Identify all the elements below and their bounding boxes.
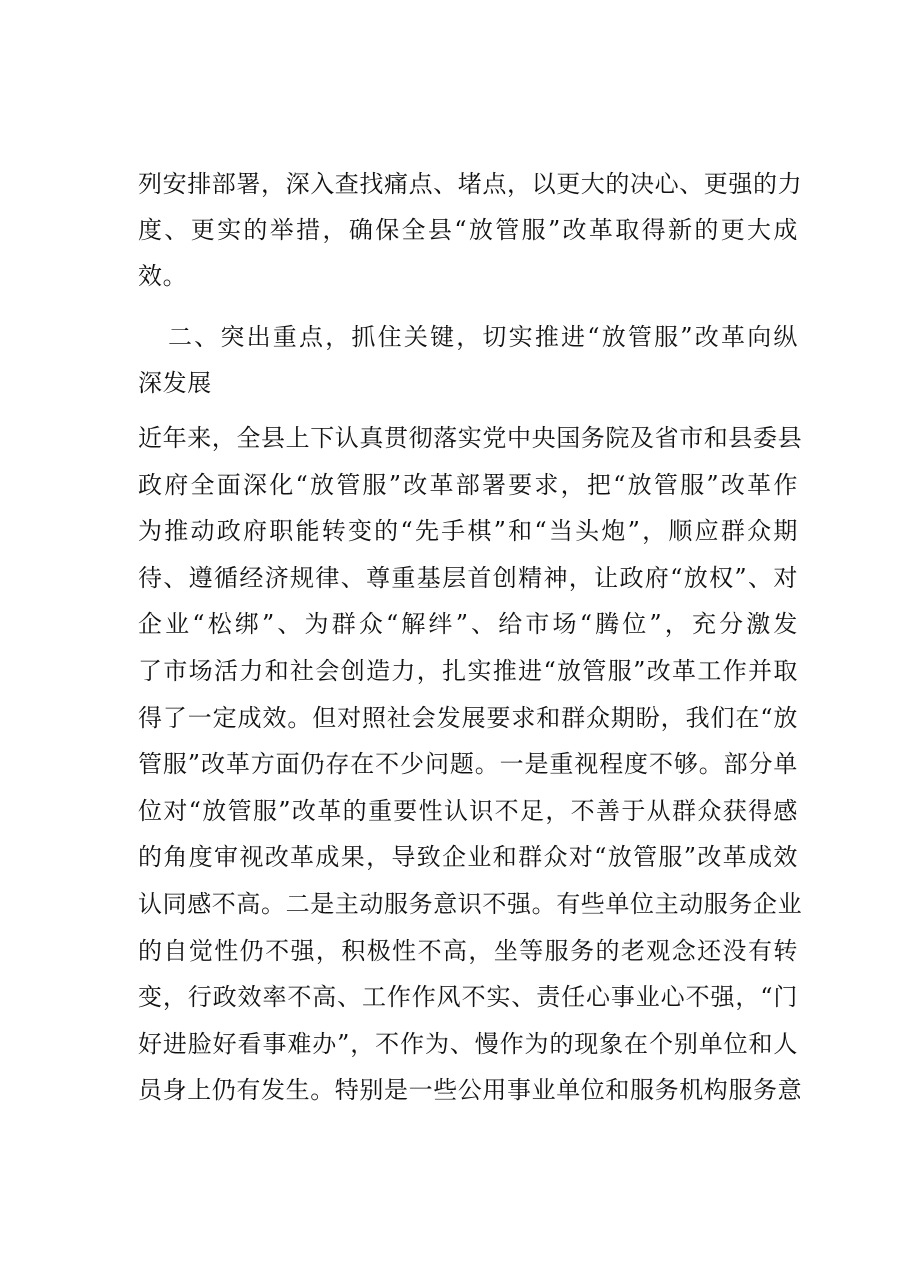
- paragraph-continuation: [138, 161, 803, 299]
- text-line: 近年来，全县上下认真贯彻落实党中央国务院及省市和县委县: [138, 424, 803, 452]
- text-line: 好进脸好看事难办”，不作为、慢作为的现象在个别单位和人: [138, 1029, 798, 1058]
- heading-line: 深发展: [138, 369, 212, 397]
- text-line: 位对“放管服”改革的重要性认识不足，不善于从群众获得感: [138, 796, 798, 825]
- text-line: 了市场活力和社会创造力，扎实推进“放管服”改革工作并取: [138, 656, 798, 685]
- text-line: 变，行政效率不高、工作作风不实、责任心事业心不强，“门: [138, 983, 798, 1012]
- text-line: 效。: [138, 262, 188, 290]
- text-line: 员身上仍有发生。特别是一些公用事业单位和服务机构服务意: [138, 1076, 803, 1105]
- text-line: 的自觉性仍不强，积极性不高，坐等服务的老观念还没有转: [138, 936, 798, 965]
- text-line: 待、遵循经济规律、尊重基层首创精神，让政府“放权”、对: [138, 563, 798, 592]
- body-paragraph: [138, 415, 803, 1114]
- text-line: 认同感不高。二是主动服务意识不强。有些单位主动服务企业: [138, 889, 803, 918]
- text-line: 度、更实的举措，确保全县“放管服”改革取得新的更大成: [138, 216, 798, 244]
- text-line: 政府全面深化“放管服”改革部署要求，把“放管服”改革作: [138, 470, 798, 499]
- text-line: 得了一定成效。但对照社会发展要求和群众期盼，我们在“放: [138, 703, 798, 732]
- text-line: 为推动政府职能转变的“先手棋”和“当头炮”，顺应群众期: [138, 517, 798, 546]
- text-line: 管服”改革方面仍存在不少问题。一是重视程度不够。部分单: [138, 750, 798, 779]
- section-heading: [138, 314, 798, 406]
- text-line: 企业“松绑”、为群众“解绊”、给市场“腾位”，充分激发: [138, 610, 798, 639]
- text-line: 列安排部署，深入查找痛点、堵点，以更大的决心、更强的力: [138, 170, 803, 198]
- heading-line: 二、突出重点，抓住关键，切实推进“放管服”改革向纵: [168, 323, 798, 351]
- text-line: 的角度审视改革成果，导致企业和群众对“放管服”改革成效: [138, 843, 798, 872]
